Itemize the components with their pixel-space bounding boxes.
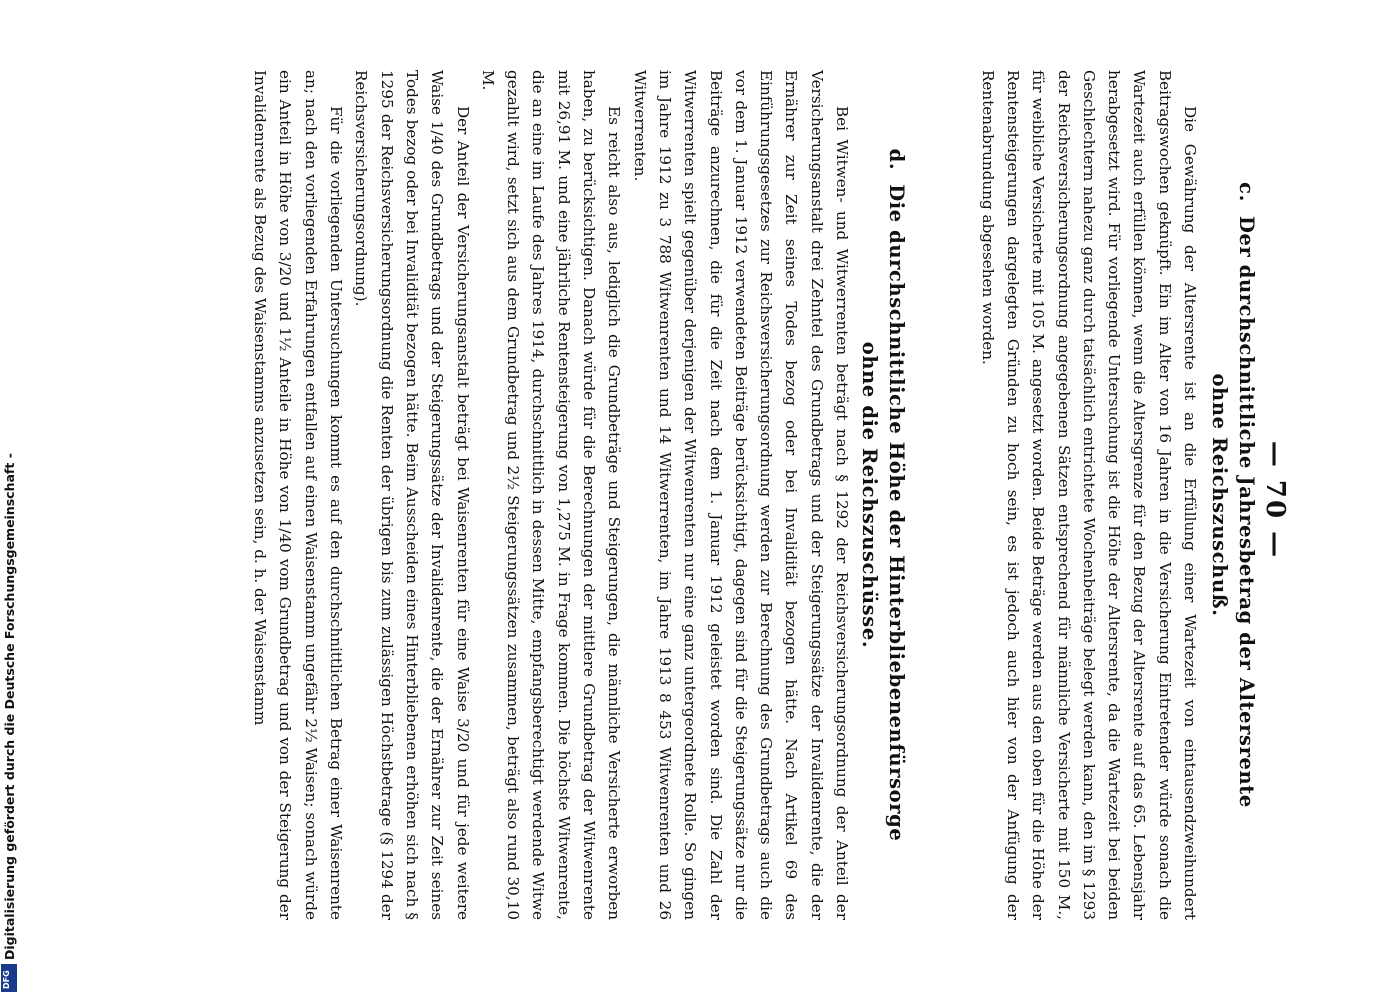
section-d-body bbox=[247, 70, 854, 920]
section-c-paragraph: Die Gewährung der Altersrente ist an die Erfüllung einer Wartezeit von eintausendzweihundert Beitragswochen geknüpft. Ein im Alter von 16 Jahren in die Versicherung Eintretender würde sonach die Wartezeit auch erfüllen können, wenn die Altersgrenze für den Bezug der Altersrente auf das 65. Lebensjahr herabgesetzt wird. Für vorliegende Untersuchung ist die Höhe der Altersrente, da die Wartezeit bei beiden Geschlechtern nahezu ganz durch tatsächlich entrichtete Wochenbeiträge belegt werden kann, den im § 1293 der Reichsversicherungsordnung angegebenen Sätzen entsprechend für männliche Versicherte mit 150 M., für weibliche Versicherte mit 105 M. angesetzt worden. Beide Beträge werden aus den oben für die Höhe der Rentensteigerungen dargelegten Gründen zu hoch sein, es ist jedoch auch hier von der Anfügung der Rentenabrundung abgesehen worden. bbox=[978, 70, 1199, 920]
section-c-heading bbox=[1206, 70, 1260, 920]
section-c-title-line1: Der durchschnittliche Jahresbetrag der Altersrente bbox=[1235, 216, 1258, 808]
section-d-paragraph-4: Für die vorliegenden Untersuchungen kommt es auf den durchschnittlichen Betrag einer Waisenrente an; nach den vorliegenden Erfahrungen entfallen auf einen Waisenstamm ungefähr 2½ Waisen; sonach würde ein Anteil in Höhe von 3/20 und 1½ Anteile in Höhe von 1/40 vom Grundbetrag und von der Steigerung der Invalidenrente als Bezug des Waisenstamms anzusetzen sein, d. h. der Waisenstamm bbox=[251, 70, 346, 920]
funding-notice: Digitalisierung gefördert durch die Deutsche Forschungsgemeinschaft - bbox=[2, 453, 17, 960]
page-number: — 70 — bbox=[1260, 440, 1290, 560]
digitization-footer bbox=[0, 0, 20, 1000]
section-d-paragraph-2: Es reicht also aus, lediglich die Grundbeträge und Steigerungen, die männliche Versicherte erworben haben, zu berücksichtigen. Danach würde für die Berechnungen der mittlere Grundbetrag der Witwenrente mit 26,91 M. und eine jährliche Rentensteigerung von 1,275 M. in Frage kommen. Die höchste Witwenrente, die an eine im Laufe des Jahres 1914, durchschnittlich in dessen Mitte, empfangsberechtigt werdende Witwe gezahlt wird, setzt sich aus dem Grundbetrag und 2½ Steigerungssätzen zusammen, beträgt also rund 30,10 M. bbox=[478, 70, 624, 920]
section-d-title-line2: ohne die Reichszuschüsse. bbox=[858, 341, 881, 649]
dfg-logo-icon bbox=[1, 964, 17, 992]
section-c-marker: c. bbox=[1235, 182, 1258, 202]
section-c-title-line2: ohne Reichszuschuß. bbox=[1208, 373, 1231, 617]
section-d-paragraph-3: Der Anteil der Versicherungsanstalt beträgt bei Waisenrenten für eine Waise 3/20 und für jede weitere Waise 1/40 des Grundbetrags und der Steigerungssätze der Invalidenrente, die der Ernährer zur Zeit seines Todes bezog oder bei Invalidität bezogen hätte. Beim Ausscheiden eines Hinterbliebenen erhöhen sich nach § 1295 der Reichsversicherungsordnung die Renten der übrigen bis zum zulässigen Höchstbetrage (§ 1294 der Reichsversicherungsordnung). bbox=[352, 70, 472, 920]
section-d-marker: d. bbox=[885, 148, 908, 171]
section-c-body bbox=[974, 70, 1202, 920]
section-d-paragraph-1: Bei Witwen- und Witwerrenten beträgt nach § 1292 der Reichsversicherungsordnung der Anteil der Versicherungsanstalt drei Zehntel des Grundbetrags und der Steigerungssätze der Invalidenrente, die der Ernährer zur Zeit seines Todes bezog oder bei Invalidität bezogen hätte. Nach Artikel 69 des Einführungsgesetzes zur Reichsversicherungsordnung werden zur Berechnung des Grundbetrags auch die vor dem 1. Januar 1912 verwendeten Beiträge berücksichtigt, dagegen sind für die Steigerungssätze nur die Beiträge anzurechnen, die für die Zeit nach dem 1. Januar 1912 geleistet worden sind. Die Zahl der Witwerrenten spielt gegenüber derjenigen der Witwenrenten nur eine ganz untergeordnete Rolle. So gingen im Jahre 1912 zu 3 788 Witwenrenten und 14 Witwerrenten, im Jahre 1913 8 453 Witwenrenten und 26 Witwerrenten. bbox=[630, 70, 851, 920]
section-d-title-line1: Die durchschnittliche Höhe der Hinterbliebenenfürsorge bbox=[885, 184, 908, 842]
section-d-heading bbox=[856, 70, 910, 920]
rotated-document-page bbox=[200, 0, 1290, 1000]
dfg-logo-label: DFG bbox=[2, 970, 11, 989]
